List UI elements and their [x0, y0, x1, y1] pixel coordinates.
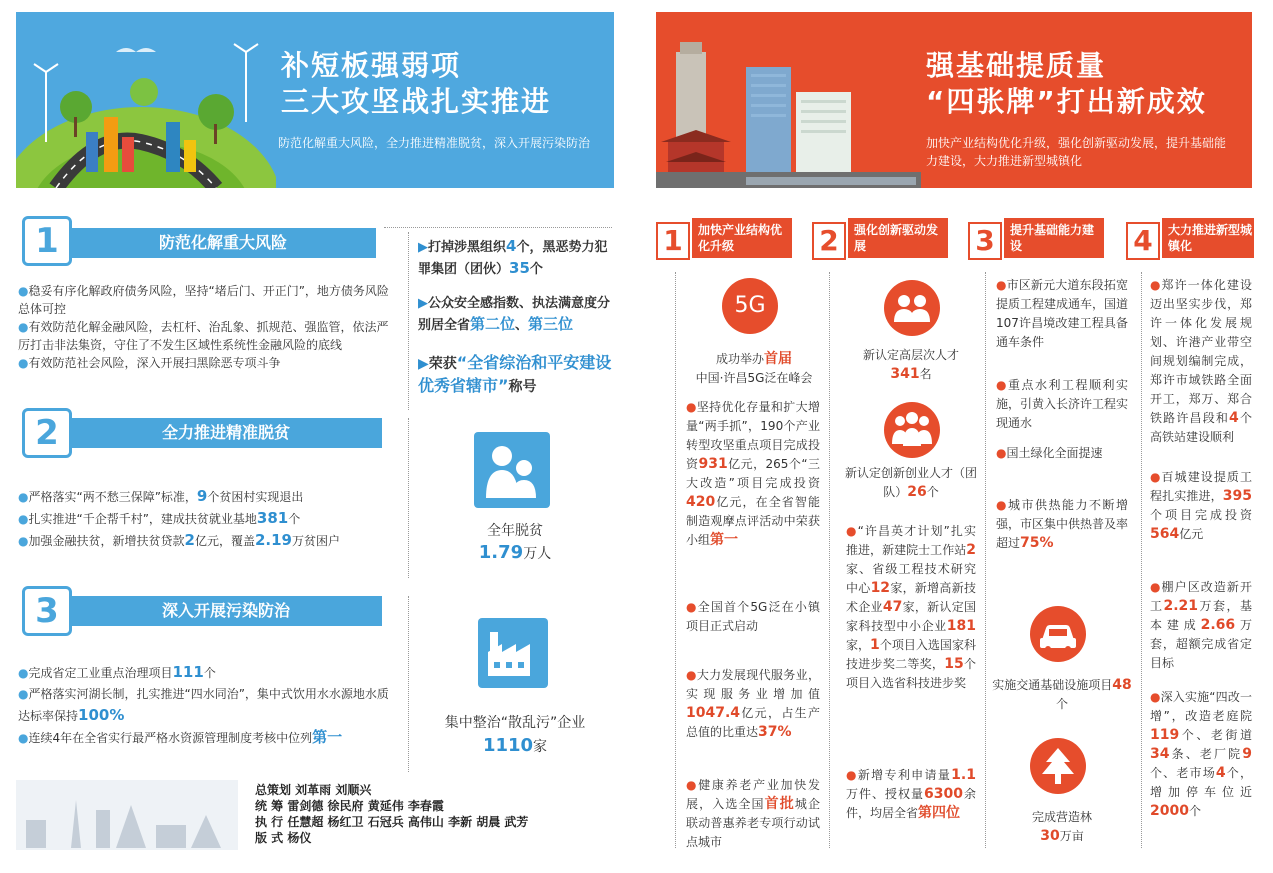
credits-line-2: 统 筹 雷剑德 徐民府 黄延伟 李春霞	[255, 799, 444, 813]
c3-s1: 实施交通基础设施项目48个	[992, 677, 1132, 711]
green-city-illustration	[16, 12, 276, 188]
sec3-list	[18, 662, 393, 749]
section-1-title: 防范化解重大风险	[70, 228, 376, 258]
c4-p1: ●郑许一体化建设迈出坚实步伐，郑许一体化发展规划、许港产业带空间规划编制完成，郑许市域铁路全面开工，郑万、郑合铁路许昌段和4个高铁站建设顺利	[1150, 278, 1252, 444]
section-1-number: 1	[22, 216, 72, 266]
c2-s1: 新认定高层次人才 341名	[862, 348, 959, 382]
c1-p5: ●健康养老产业加快发展，入选全国首批城企联动普惠养老专项行动试点城市	[686, 778, 820, 849]
sec1-side-b: ▶公众安全感指数、执法满意度分别居全省第二位、第三位	[418, 296, 611, 333]
c2-s2: 新认定创新创业人才（团队）26个	[844, 466, 977, 500]
c1-p4: ●大力发展现代服务业，实现服务业增加值1047.4亿元，占生产总值的比重达37%	[686, 668, 820, 740]
c1-p3: ●全国首个5G泛在小镇项目正式启动	[686, 600, 820, 633]
c3-p1: ●市区新元大道东段拓宽提质工程建成通车，国道107许昌境改建工程具备通车条件	[996, 278, 1129, 349]
c4-p2: ●百城建设提质工程扎实推进，395个项目完成投资564亿元	[1150, 470, 1252, 542]
sec1-side-c: ▶荣获“全省综治和平安建设优秀省辖市”称号	[418, 353, 612, 395]
section-2-title: 全力推进精准脱贫	[70, 418, 382, 448]
credits-line-4: 版 式 杨仪	[255, 831, 312, 845]
right-banner-subtitle: 加快产业结构优化升级，强化创新驱动发展，提升基础能力建设，大力推进新型城镇化	[926, 136, 1227, 168]
factory-icon	[478, 618, 548, 688]
sec3-stat: 1110家	[482, 735, 548, 756]
family-icon	[474, 432, 550, 508]
right-banner	[656, 12, 1252, 188]
section-3-title: 深入开展污染防治	[70, 596, 382, 626]
landmark-illustration	[16, 780, 238, 850]
c2-p2: ●新增专利申请量1.1万件、授权量6300余件，均居全省第四位	[846, 767, 976, 821]
sec1-list	[18, 282, 393, 372]
column-2-number: 2	[812, 222, 846, 260]
column-4-title: 大力推进新型城镇化	[1162, 218, 1254, 258]
c4-p4: ●深入实施“四改一增”，改造老庭院119个、老街道34条、老厂院9个、老市场4个，增加停车位近2000个	[1150, 690, 1252, 819]
c3-p2: ●重点水利工程顺利实施，引黄入长济许工程实现通水	[996, 378, 1129, 430]
sec2-item-3: ●加强金融扶贫，新增扶贫贷款2亿元，覆盖2.19万贫困户	[18, 531, 340, 549]
section-2-number: 2	[22, 408, 72, 458]
sec1-item-3: ●有效防范社会风险，深入开展扫黑除恶专项斗争	[18, 356, 281, 370]
sec2-item-2: ●扎实推进“千企帮千村”，建成扶贫就业基地381个	[18, 509, 301, 527]
column-2-title: 强化创新驱动发展	[848, 218, 948, 258]
sec3-item-1: ●完成省定工业重点治理项目111个	[18, 663, 216, 681]
sec2-stat: 1.79万人	[478, 542, 552, 563]
left-banner-title-1: 补短板强弱项	[281, 49, 462, 82]
sec3-item-2: ●严格落实河湖长制，扎实推进“四水同治”，集中式饮用水水源地水质达标率保持100%	[18, 687, 389, 724]
c4-p3: ●棚户区改造新开工2.21万套，基本建成2.66万套，超额完成省定目标	[1150, 580, 1252, 670]
section-3-number: 3	[22, 586, 72, 636]
sec2-list	[18, 486, 393, 552]
sec2-stat-label: 全年脱贫	[487, 523, 543, 539]
right-banner-title-1: 强基础提质量	[926, 49, 1107, 82]
credits-line-1: 总策划 刘革雨 刘顺兴	[255, 783, 372, 797]
car-icon	[1030, 606, 1086, 662]
credits	[255, 782, 528, 846]
c3-p3: ●国土绿化全面提速	[996, 446, 1103, 460]
c3-s2: 完成营造林 30万亩	[1031, 810, 1092, 844]
column-1-number: 1	[656, 222, 690, 260]
team-icon	[884, 402, 940, 458]
city-skyline-illustration	[656, 12, 921, 188]
c3-p4: ●城市供热能力不断增强，市区集中供热普及率超过75%	[996, 498, 1129, 551]
c1-p2: ●坚持优化存量和扩大增量“两手抓”，190个产业转型攻坚重点项目完成投资931亿元，265个“三大改造”项目完成投资420亿元，在全省智能制造观摩点评活动中荣获小组第一	[686, 400, 820, 548]
column-1-title: 加快产业结构优化升级	[692, 218, 792, 258]
left-banner-subtitle: 防范化解重大风险，全力推进精准脱贫，深入开展污染防治	[278, 136, 591, 150]
c2-p1: ●“许昌英才计划”扎实推进，新建院士工作站2家、省级工程技术研究中心12家，新增高新技术企业47家，新认定国家科技型中小企业181家，1个项目入选国家科技进步奖二等奖，15个项目入选省科技进步奖	[846, 524, 976, 690]
5g-icon: 5G	[722, 278, 778, 334]
column-4-number: 4	[1126, 222, 1160, 260]
column-3-number: 3	[968, 222, 1002, 260]
credits-line-3: 执 行 任慧超 杨红卫 石冠兵 高伟山 李新 胡晨 武芳	[255, 815, 529, 829]
left-banner-title-2: 三大攻坚战扎实推进	[281, 85, 552, 118]
sec3-item-3: ●连续4年在全省实行最严格水资源管理制度考核中位列第一	[18, 728, 343, 746]
sec1-item-2: ●有效防范化解金融风险，去杠杆、治乱象、抓规范、强监管，依法严厉打击非法集资，守住了不发生区域性系统性金融风险的底线	[18, 320, 389, 352]
tree-icon	[1030, 738, 1086, 794]
right-banner-title-2: “四张牌”打出新成效	[926, 85, 1207, 118]
left-banner	[16, 12, 614, 188]
c1-p1: 成功举办首届 中国·许昌5G泛在峰会	[695, 351, 813, 385]
sec1-side-a: ▶打掉涉黑组织4个，黑恶势力犯罪集团（团伙）35个	[418, 237, 608, 277]
talent-icon	[884, 280, 940, 336]
sec2-item-1: ●严格落实“两不愁三保障”标准，9个贫困村实现退出	[18, 487, 304, 505]
sec3-stat-label: 集中整治“散乱污”企业	[444, 715, 586, 731]
sec1-item-1: ●稳妥有序化解政府债务风险，坚持“堵后门、开正门”，地方债务风险总体可控	[18, 284, 389, 316]
column-3-title: 提升基础能力建设	[1004, 218, 1104, 258]
